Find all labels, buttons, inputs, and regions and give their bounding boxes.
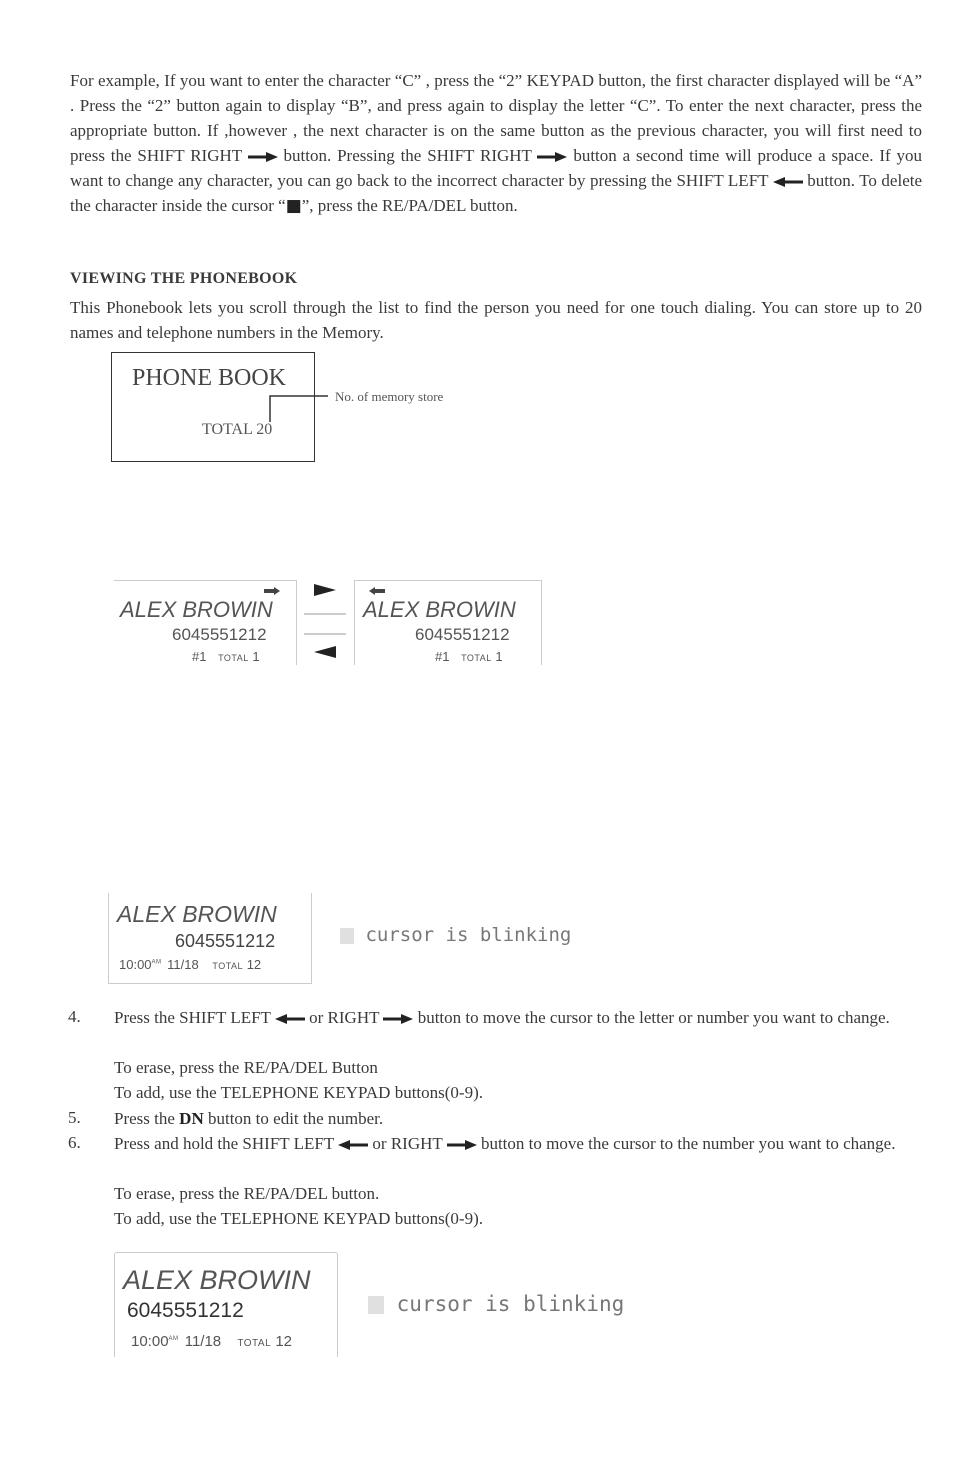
callout-label: No. of memory store — [335, 389, 444, 404]
cursor-note-2 — [368, 1292, 624, 1316]
contact-index — [192, 649, 260, 664]
total-value: 1 — [495, 649, 503, 664]
cursor-note-text: cursor is blinking — [396, 1292, 625, 1316]
step-4 — [114, 1005, 920, 1030]
small-right-arrow-icon — [264, 587, 280, 595]
cursor-block-icon — [340, 928, 354, 944]
right-arrow-icon — [383, 1014, 413, 1024]
intro-text-4: button. To delete the character inside the cursor “ — [70, 171, 923, 215]
time: 10:00 — [131, 1333, 169, 1350]
step-text: or RIGHT — [372, 1134, 443, 1153]
step-number: 6. — [68, 1133, 81, 1152]
index-label: #1 — [192, 649, 207, 664]
scroll-arrows — [300, 582, 350, 662]
scroll-display-left — [114, 580, 297, 665]
contact-index — [435, 649, 503, 664]
edit-display-2 — [114, 1252, 338, 1357]
step-6-line-2: To erase, press the RE/PA/DEL button. — [114, 1184, 380, 1203]
intro-text-2: button. Pressing the SHIFT RIGHT — [283, 146, 532, 165]
step-6-line-3: To add, use the TELEPHONE KEYPAD buttons(0-9). — [114, 1209, 484, 1228]
step-4-line-2: To erase, press the RE/PA/DEL Button — [114, 1058, 378, 1077]
step-text: Press the — [114, 1109, 180, 1128]
left-arrow-icon — [275, 1014, 305, 1024]
phonebook-title: PHONE BOOK — [132, 365, 287, 391]
left-arrow-icon — [338, 1140, 368, 1150]
cursor-note-1 — [340, 924, 571, 946]
datetime-row — [119, 957, 261, 972]
ampm: AM — [151, 959, 162, 966]
ampm: AM — [168, 1336, 179, 1342]
contact-name: ALEX BROWIN — [117, 901, 277, 927]
total-value: 12 — [275, 1333, 292, 1350]
step-5 — [114, 1106, 920, 1131]
step-text: Press and hold the SHIFT LEFT — [114, 1134, 334, 1153]
total-value: 1 — [252, 649, 260, 664]
cursor-block-icon — [368, 1296, 384, 1314]
total-label: TOTAL — [218, 653, 249, 663]
date: 11/18 — [184, 1333, 222, 1350]
contact-number: 6045551212 — [415, 625, 510, 644]
step-text: or RIGHT — [309, 1008, 380, 1027]
section-body: This Phonebook lets you scroll through the list to find the person you need for one touch dialing. You can store up to 20 names and telephone numbers in the Memory. — [70, 298, 922, 342]
right-arrow-icon — [248, 152, 278, 162]
edit-display-1 — [108, 893, 312, 984]
step-6 — [114, 1131, 920, 1156]
step-4-line-3: To add, use the TELEPHONE KEYPAD buttons(0-9). — [114, 1083, 484, 1102]
step-text: Press the SHIFT LEFT — [114, 1008, 271, 1027]
step-text: button to move the cursor to the letter or number you want to change. — [417, 1008, 890, 1027]
date: 11/18 — [167, 957, 199, 972]
step-text: button to move the cursor to the number you want to change. — [480, 1134, 896, 1153]
contact-number: 6045551212 — [175, 931, 276, 951]
total-label: TOTAL — [461, 653, 492, 663]
contact-name: ALEX BROWIN — [120, 597, 273, 622]
step-text: button to edit the number. — [203, 1109, 384, 1128]
intro-text-1: For example, If you want to enter the character “C” , press the “2” KEYPAD button, the first character displayed will be “A” . Press the “2” button again to display “B”, and press again to display the letter “C”. To enter the next character, press the appropriate button. If ,however , the next character is on the same button as the previous character, you will first need to press the SHIFT RIGHT — [70, 71, 922, 165]
contact-number: 6045551212 — [127, 1299, 244, 1322]
total-value: 12 — [246, 957, 262, 972]
intro-text-5: ”, press the RE/PA/DEL button. — [301, 196, 518, 215]
cursor-glyph: ■ — [285, 196, 302, 216]
intro-text-3: button a second time will produce a space. If you want to change any character, you can go back to the incorrect character by pressing the SHIFT LEFT — [70, 146, 923, 190]
section-heading: VIEWING THE PHONEBOOK — [70, 270, 298, 287]
contact-name: ALEX BROWIN — [123, 1265, 311, 1295]
total-label: TOTAL — [237, 1338, 272, 1349]
phonebook-total: TOTAL 20 — [202, 421, 273, 438]
right-arrow-icon — [447, 1140, 477, 1150]
step-number: 4. — [68, 1007, 81, 1026]
intro-paragraph — [70, 68, 922, 219]
contact-number: 6045551212 — [172, 625, 267, 644]
small-left-arrow-icon — [369, 587, 385, 595]
total-label: TOTAL — [212, 961, 244, 971]
cursor-note-text: cursor is blinking — [365, 924, 572, 946]
callout-line — [268, 392, 330, 422]
step-number: 5. — [68, 1108, 81, 1127]
dn-label: DN — [179, 1109, 204, 1128]
index-label: #1 — [435, 649, 450, 664]
scroll-display-right — [354, 580, 542, 665]
contact-name: ALEX BROWIN — [363, 597, 516, 622]
left-arrow-icon — [773, 177, 803, 187]
time: 10:00 — [119, 957, 152, 972]
right-arrow-icon — [537, 152, 567, 162]
datetime-row — [131, 1333, 292, 1350]
